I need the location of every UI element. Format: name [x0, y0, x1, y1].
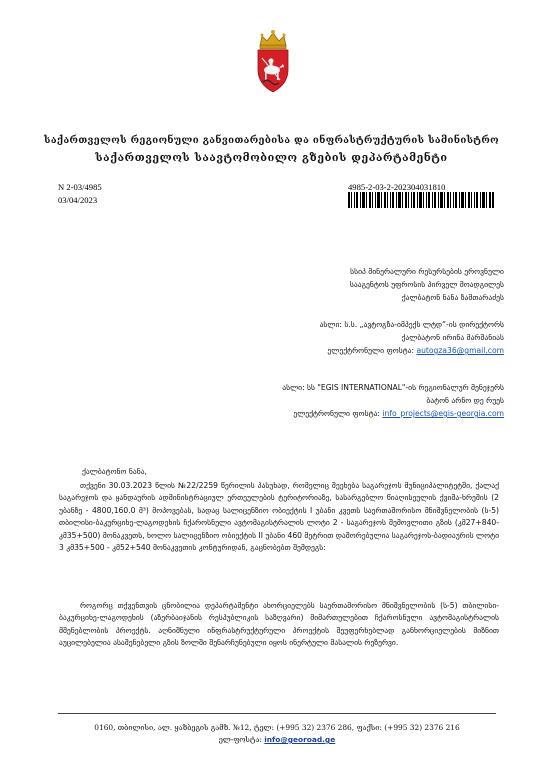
coat-of-arms-emblem: [252, 28, 294, 94]
recipient-line: ასლი: ს.ს. „ავტოგზა-იმპექს ლტდ“-ის დირექტორს: [319, 320, 504, 329]
email-link[interactable]: info_projects@egis-georgia.com: [382, 409, 504, 418]
document-date: 03/04/2023: [58, 195, 98, 205]
email-link[interactable]: autogza36@gmail.com: [416, 346, 504, 355]
footer-email-row: [58, 734, 496, 745]
barcode-text: 4985-2-03-2-202304031810: [348, 182, 446, 192]
body-paragraph-2: როგორც თქვენთვის ცნობილია დეპარტამენტი ახორციელებს საერთაშორისო მნიშვნელობის (ს-5) თბილისი-ბაკურციხე-ლაგოდეხის (აზერბაიჯანის რესპუბლიკის საზღვარი) მიმართულებით ჩქაროსნული ავტომაგისტრალის მშენებლობის პროექტს. აღნიშნული ინფრასტრუქტურული პროექტის შეუფერხებლად განხორციელების მიზნით აუცილებელია ასაშენებელი გზის ზოლში შენარჩუნებული იყოს ინერტული მასალის რეზერვი.: [59, 601, 499, 648]
salutation: ქალბატონო ნანა,: [82, 467, 147, 476]
document-number: N 2-03/4985: [58, 182, 102, 192]
recipient-email-row: [190, 344, 504, 357]
recipient-email-row: [190, 407, 504, 420]
footer-email-label: ელ-ფოსტა:: [218, 735, 262, 744]
recipient-line: ქალბატონ ნანა ზამთარაძეს: [401, 293, 504, 302]
recipient-line: ქალბატონ ირინა მარშანიას: [401, 333, 504, 342]
email-label: ელექტრონული ფოსტა:: [327, 346, 415, 355]
recipient-line: სააგენტოს უფროსის პირველ მოადგილეს: [349, 280, 504, 289]
body-paragraph-1: თქვენი 30.03.2023 წლის №22/2259 წერილის პასუხად, რომელიც შეეხება საგარეჯოს მუნიციპალიტეტში, ქალაქ საგარეჯოს და ყანდაურის ადმინისტრაციულ ერთეულების ტერიტორიაზე, სასარგებლო წიაღისეულის ქვიშა-ხრეშის (2 უბანზე - 4800,160.0 მ³) მოპოვებას, სადაც სალიცენზიო ობიექტის I უბანი კვეთს საერთაშორისო მნიშვნელობის (ს-5) თბილისი-ბაკურციხე-ლაგოდეხის ჩქაროსნული ავტომაგისტრალის ლოტი 2 - საგარეჯოს შემოვლითი გზის (კმ27+840-კმ35+500) მონაკვეთს, ხოლო სალიცენზიო ობიექტის II უბანი 460 მეტრით დაშორებულია საგარეჯოს-ბადიაურის ლოტი 3 კმ35+500 - კმ52+540 მონაკვეთის კონტურიდან, გაცნობებთ შემდეგს:: [59, 481, 499, 553]
email-label: ელექტრონული ფოსტა:: [293, 409, 380, 418]
recipient-copy-egis: [190, 381, 504, 420]
recipient-line: ბატონ არნო დე რუეს: [426, 396, 504, 405]
recipient-line: ასლი: სს "EGIS INTERNATIONAL"-ის რეგიონალურ მენეჯერს: [282, 383, 504, 392]
recipient-primary: [190, 265, 504, 304]
department-name: საქართველოს საავტომობილო გზების დეპარტამენტი: [95, 151, 448, 164]
footer-divider: [58, 713, 496, 714]
recipient-copy-autogza: [190, 318, 504, 357]
footer-address: 0160, თბილისი, ალ. ყაზბეგის გამზ. №12, ტელ: (+995 32) 2376 286, ფაქსი: (+995 32) 2376 216: [94, 723, 460, 732]
barcode-image: [348, 192, 494, 208]
footer-email-link[interactable]: info@georoad.ge: [264, 735, 336, 744]
recipient-line: სსიპ მინერალური რესურსების ეროვნული: [350, 267, 504, 276]
ministry-name: საქართველოს რეგიონული განვითარებისა და ინფრასტრუქტურის სამინისტრო: [44, 135, 499, 146]
